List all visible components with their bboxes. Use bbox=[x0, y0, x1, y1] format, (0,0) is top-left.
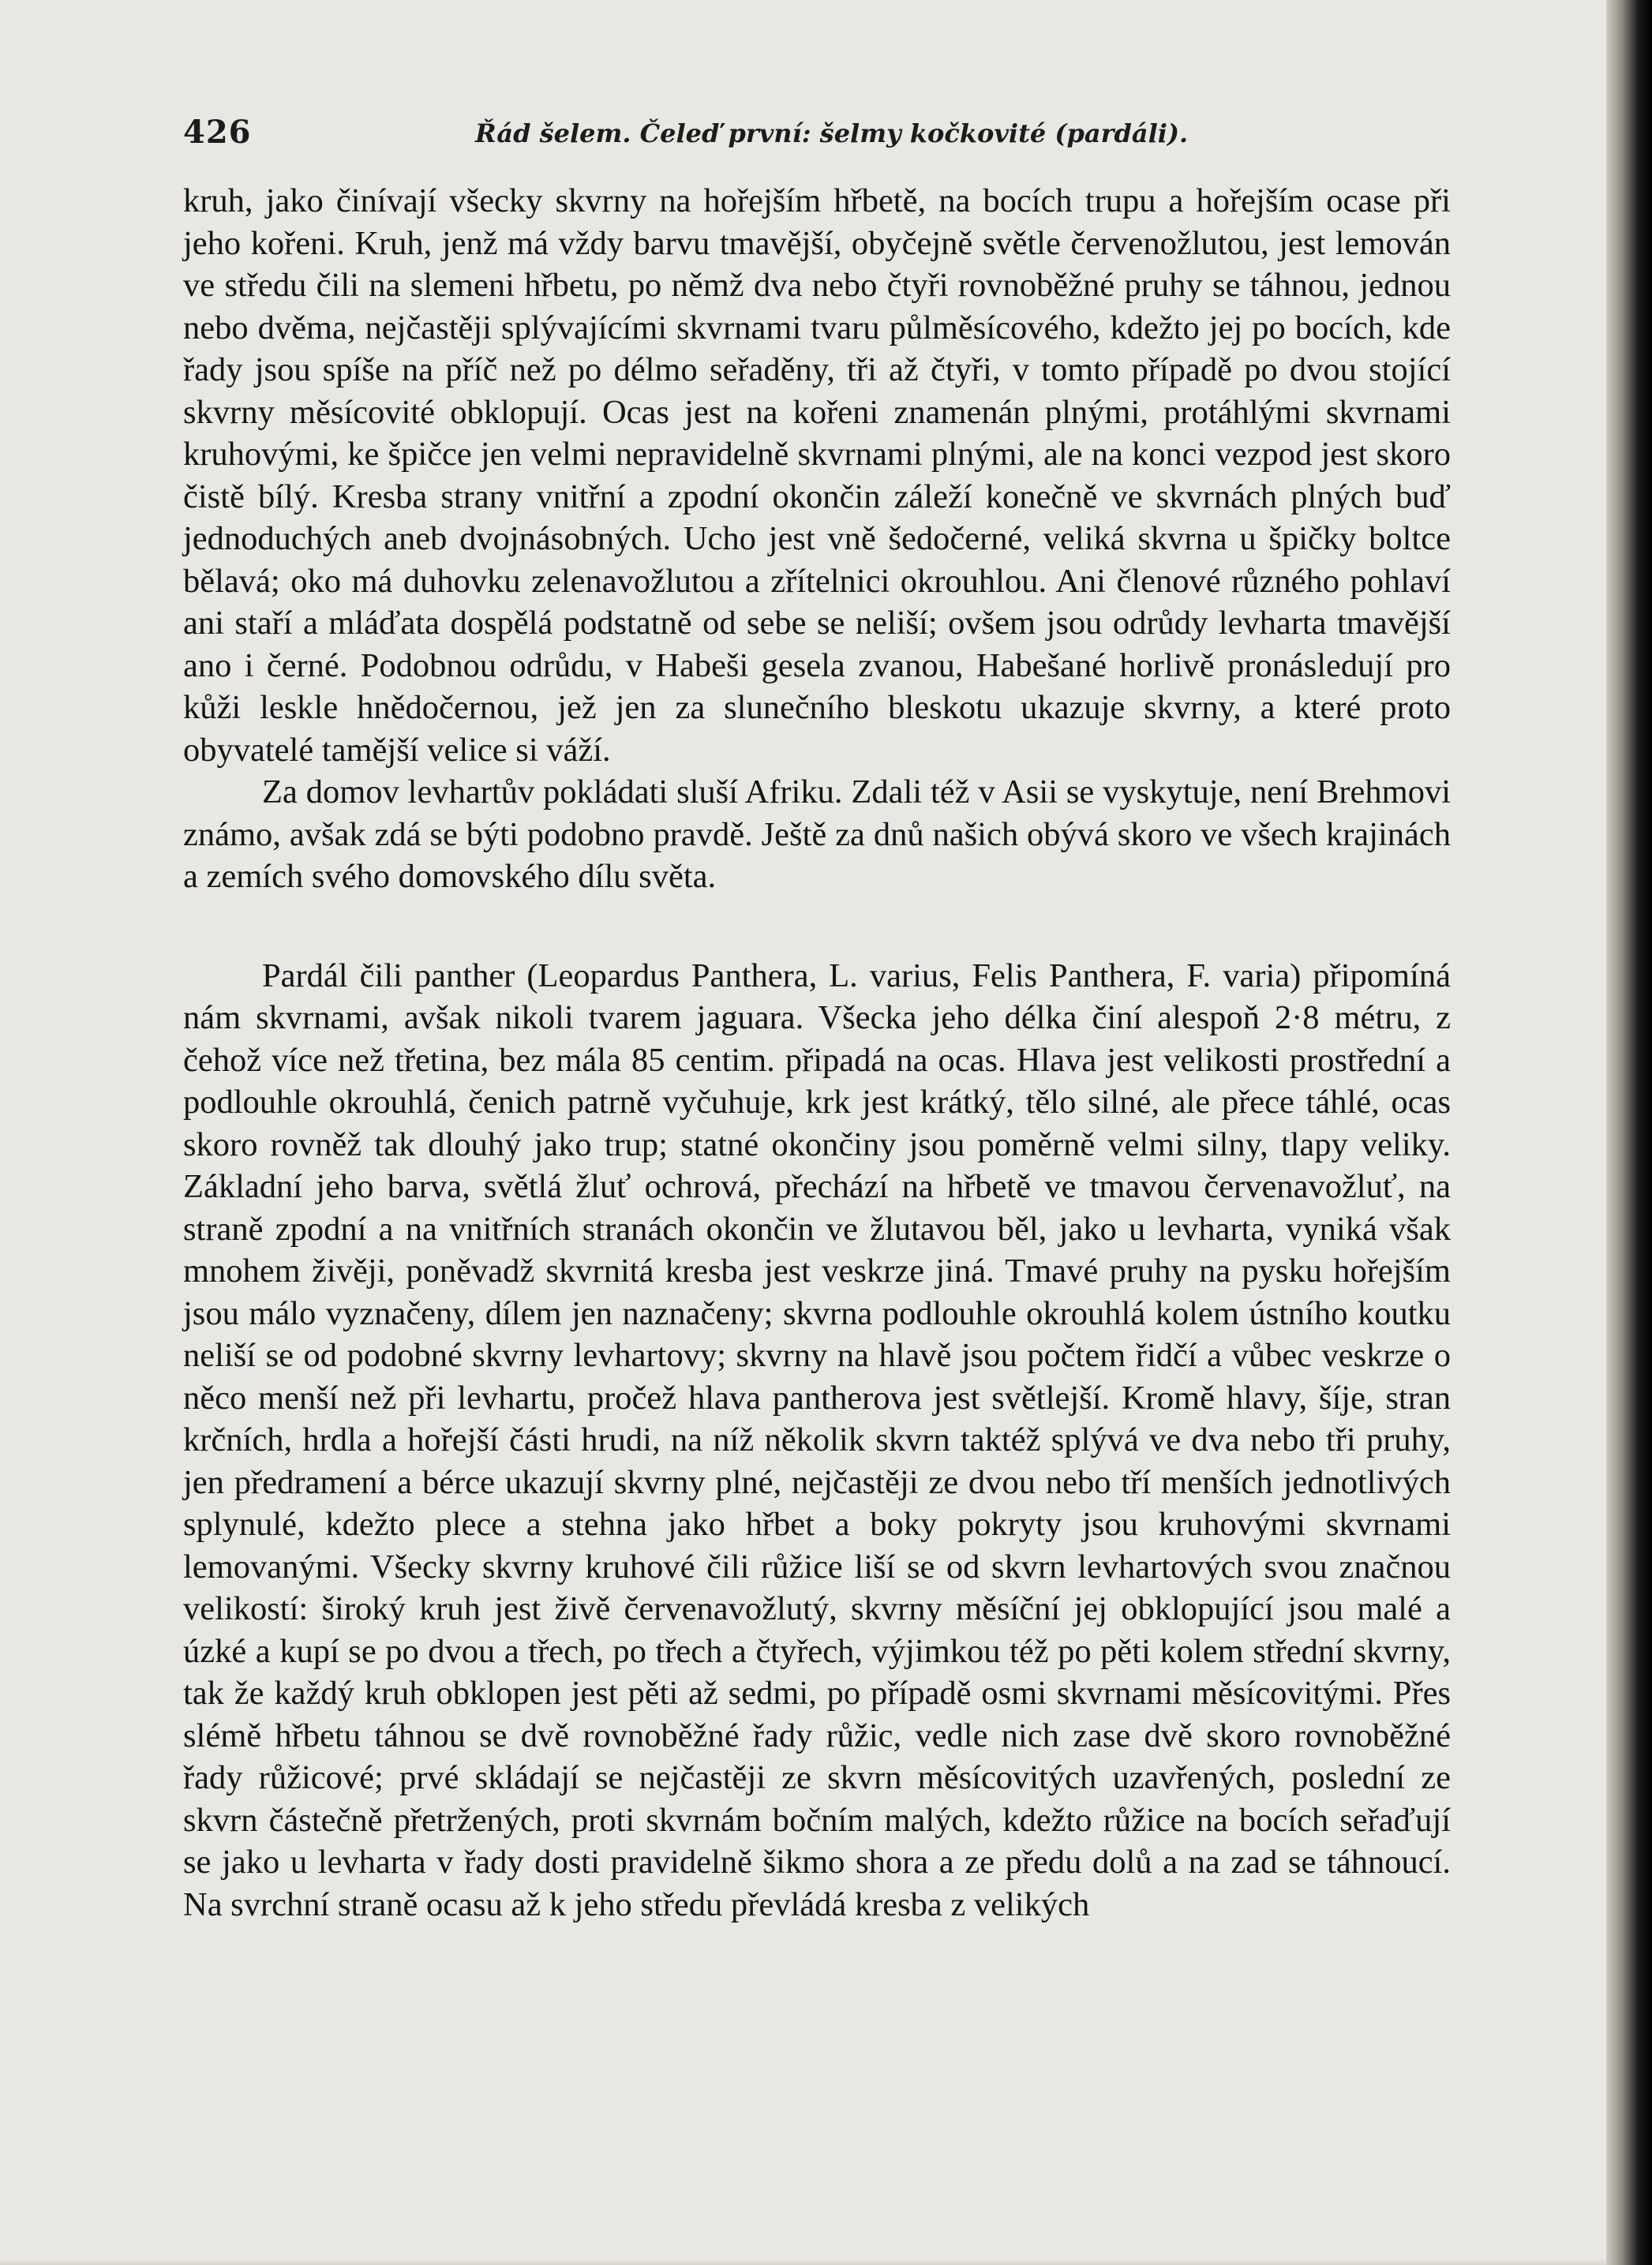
running-head: Řád šelem. Čeleď první: šelmy kočkovité (pardáli). bbox=[475, 118, 1189, 148]
body-text bbox=[183, 180, 1451, 1926]
page-bottom-edge bbox=[0, 2259, 1606, 2265]
paragraph-leopard-markings: kruh, jako činívají všecky skvrny na hořejším hřbetě, na bocích trupu a hořejším ocase při jeho kořeni. Kruh, jenž má vždy barvu tmavější, obyčejně světle červenožlutou, jest lemován ve středu čili na slemeni hřbetu, po němž dva nebo čtyři rovnoběžné pruhy se táhnou, jednou nebo dvěma, nejčastěji splývajícími skvrnami tvaru půlměsícového, kdežto jej po bocích, kde řady jsou spíše na příč než po délmo seřaděny, tři až čtyři, v tomto případě po dvou stojící skvrny měsícovité obklopují. Ocas jest na kořeni znamenán plnými, protáhlými skvrnami kruhovými, ke špičce jen velmi nepravidelně skvrnami plnými, ale na konci vezpod jest skoro čistě bílý. Kresba strany vnitřní a zpodní okončin záleží konečně ve skvrnách plných buď jednoduchých aneb dvojnásobných. Ucho jest vně šedočerné, veliká skvrna u špičky boltce bělavá; oko má duhovku zelenavožlutou a zřítelnici okrouhlou. Ani členové různého pohlaví ani staří a mláďata dospělá podstatně od sebe se neliší; ovšem jsou odrůdy levharta tmavější ano i černé. Podobnou odrůdu, v Habeši gesela zvanou, Habešané horlivě pronásledují pro kůži leskle hnědočernou, jež jen za slunečního bleskotu ukazuje skvrny, a které proto obyvatelé tamější velice si váží. bbox=[183, 182, 1451, 769]
section-gap bbox=[183, 898, 1451, 955]
scan-edge-shadow bbox=[1606, 0, 1652, 2265]
paragraph-leopard-range: Za domov levhartův pokládati sluší Afriku. Zdali též v Asii se vyskytuje, není Brehmovi známo, avšak zdá se býti podobno pravdě. Ještě za dnů našich obývá skoro ve všech krajinách a zemích svého domovského dílu světa. bbox=[183, 773, 1451, 895]
paragraph-panther-description: Pardál čili panther (Leopardus Panthera, L. varius, Felis Panthera, F. varia) připomíná nám skvrnami, avšak nikoli tvarem jaguara. Všecka jeho délka činí alespoň 2·8 métru, z čehož více než třetina, bez mála 85 centim. připadá na ocas. Hlava jest velikosti prostřední a podlouhle okrouhlá, čenich patrně vyčuhuje, krk jest krátký, tělo silné, ale přece táhlé, ocas skoro rovněž tak dlouhý jako trup; statné okončiny jsou poměrně velmi silny, tlapy veliky. Základní jeho barva, světlá žluť ochrová, přechází na hřbetě ve tmavou červenavožluť, na straně zpodní a na vnitřních stranách okončin ve žlutavou běl, jako u levharta, vyniká však mnohem živěji, poněvadž skvrnitá kresba jest veskrze jiná. Tmavé pruhy na pysku hořejším jsou málo vyznačeny, dílem jen naznačeny; skvrna podlouhle okrouhlá kolem ústního koutku neliší se od podobné skvrny levhartovy; skvrny na hlavě jsou počtem řidčí a vůbec veskrze o něco menší než při levhartu, pročež hlava pantherova jest světlejší. Kromě hlavy, šíje, stran krčních, hrdla a hořejší části hrudi, na níž několik skvrn taktéž splývá ve dva nebo tři pruhy, jen předramení a bérce ukazují skvrny plné, nejčastěji ze dvou nebo tří menších jednotlivých splynulé, kdežto plece a stehna jako hřbet a boky pokryty jsou kruhovými skvrnami lemovanými. Všecky skvrny kruhové čili růžice liší se od skvrn levhartových svou značnou velikostí: široký kruh jest živě červenavožlutý, skvrny měsíční jej obklopující jsou malé a úzké a kupí se po dvou a třech, po třech a čtyřech, výjimkou též po pěti kolem střední skvrny, tak že každý kruh obklopen jest pěti až sedmi, po případě osmi skvrnami měsícovitými. Přes slémě hřbetu táhnou se dvě rovnoběžné řady růžic, vedle nich zase dvě skoro rovnoběžné řady růžicové; prvé skládají se nejčastěji ze skvrn měsícovitých uzavřených, poslední ze skvrn částečně přetržených, proti skvrnám bočním malých, kdežto růžice na bocích seřaďují se jako u levharta v řady dosti pravidelně šikmo shora a ze předu dolů a na zad se táhnoucí. Na svrchní straně ocasu až k jeho středu převládá kresba z velikých bbox=[183, 957, 1451, 1923]
page-header bbox=[183, 110, 1446, 158]
page-number: 426 bbox=[183, 114, 252, 151]
